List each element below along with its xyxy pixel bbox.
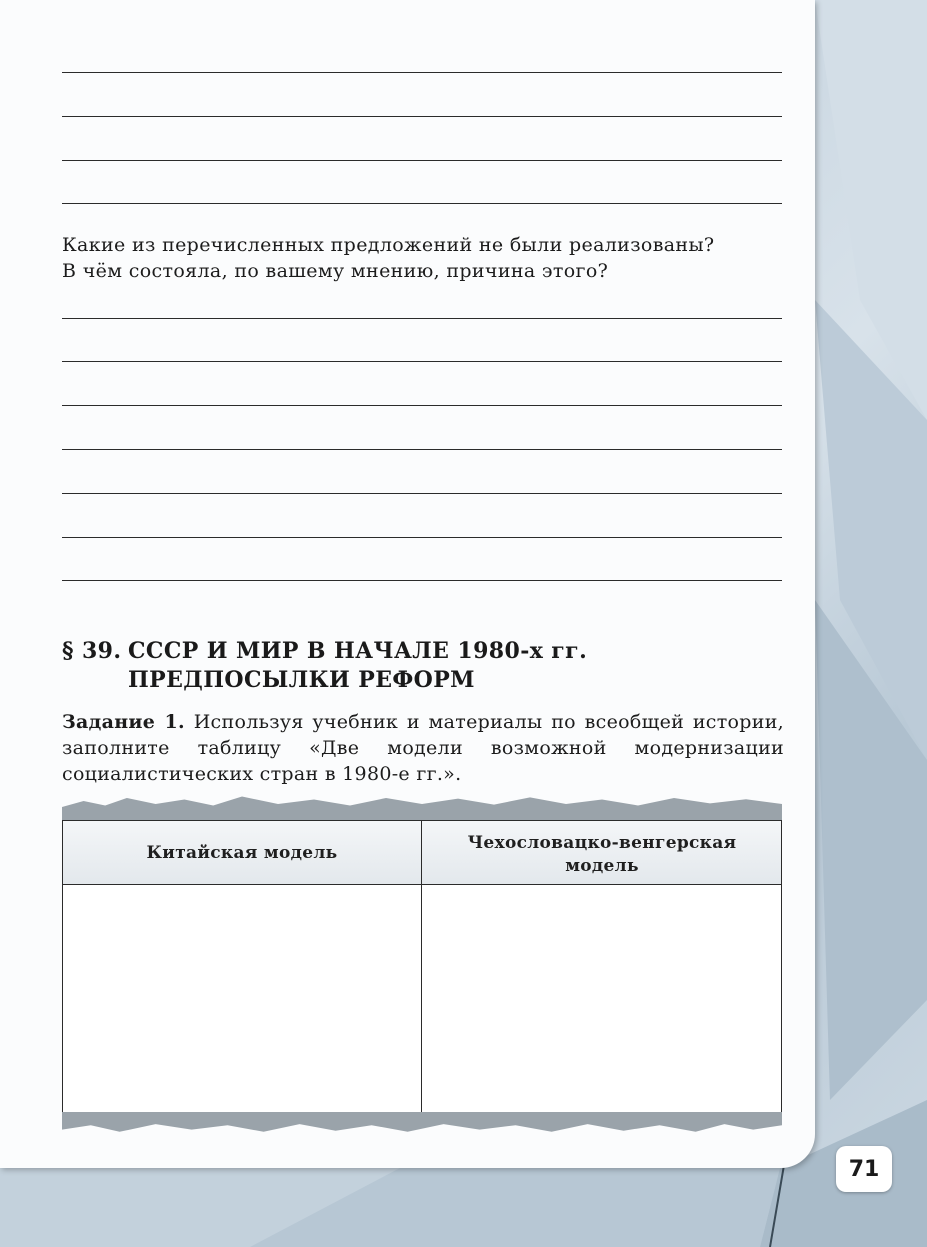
answer-line[interactable] <box>62 449 782 450</box>
question-line-2: В чём состояла, по вашему мнению, причина этого? <box>62 260 609 282</box>
section-title-line-1: СССР И МИР В НАЧАЛЕ 1980-х гг. <box>128 638 588 664</box>
answer-line[interactable] <box>62 405 782 406</box>
answer-line[interactable] <box>62 160 782 161</box>
answer-line[interactable] <box>62 72 782 73</box>
table-cell-chinese-model[interactable] <box>63 885 421 1113</box>
page-number: 71 <box>836 1146 892 1192</box>
answer-line[interactable] <box>62 361 782 362</box>
table-header-czech-hungarian-model <box>423 821 781 887</box>
table-column-divider <box>421 821 422 1113</box>
answer-line[interactable] <box>62 116 782 117</box>
table-cell-czech-hungarian-model[interactable] <box>423 885 781 1113</box>
section-title-line-2: ПРЕДПОСЫЛКИ РЕФОРМ <box>128 667 475 693</box>
table-header-chinese-model: Китайская модель <box>146 842 338 863</box>
task-label: Задание 1. <box>62 711 185 733</box>
task-body: Используя учебник и материалы по всеобщей истории, заполните таблицу «Две модели возможной модернизации социалистических стран в 1980-е гг.». <box>62 711 784 785</box>
answer-line[interactable] <box>62 580 782 581</box>
section-title <box>62 637 762 695</box>
table-torn-band-bottom <box>62 1112 782 1134</box>
section-number: § 39. <box>62 638 122 664</box>
question-line-1: Какие из перечисленных предложений не были реализованы? <box>62 234 715 256</box>
question-text <box>62 232 784 284</box>
comparison-table <box>62 820 782 1114</box>
task-text <box>62 709 784 787</box>
answer-line[interactable] <box>62 203 782 204</box>
answer-line[interactable] <box>62 493 782 494</box>
table-header-czech-hungarian-label: Чехословацко-венгерская модель <box>467 833 737 876</box>
answer-line[interactable] <box>62 537 782 538</box>
answer-line[interactable] <box>62 318 782 319</box>
